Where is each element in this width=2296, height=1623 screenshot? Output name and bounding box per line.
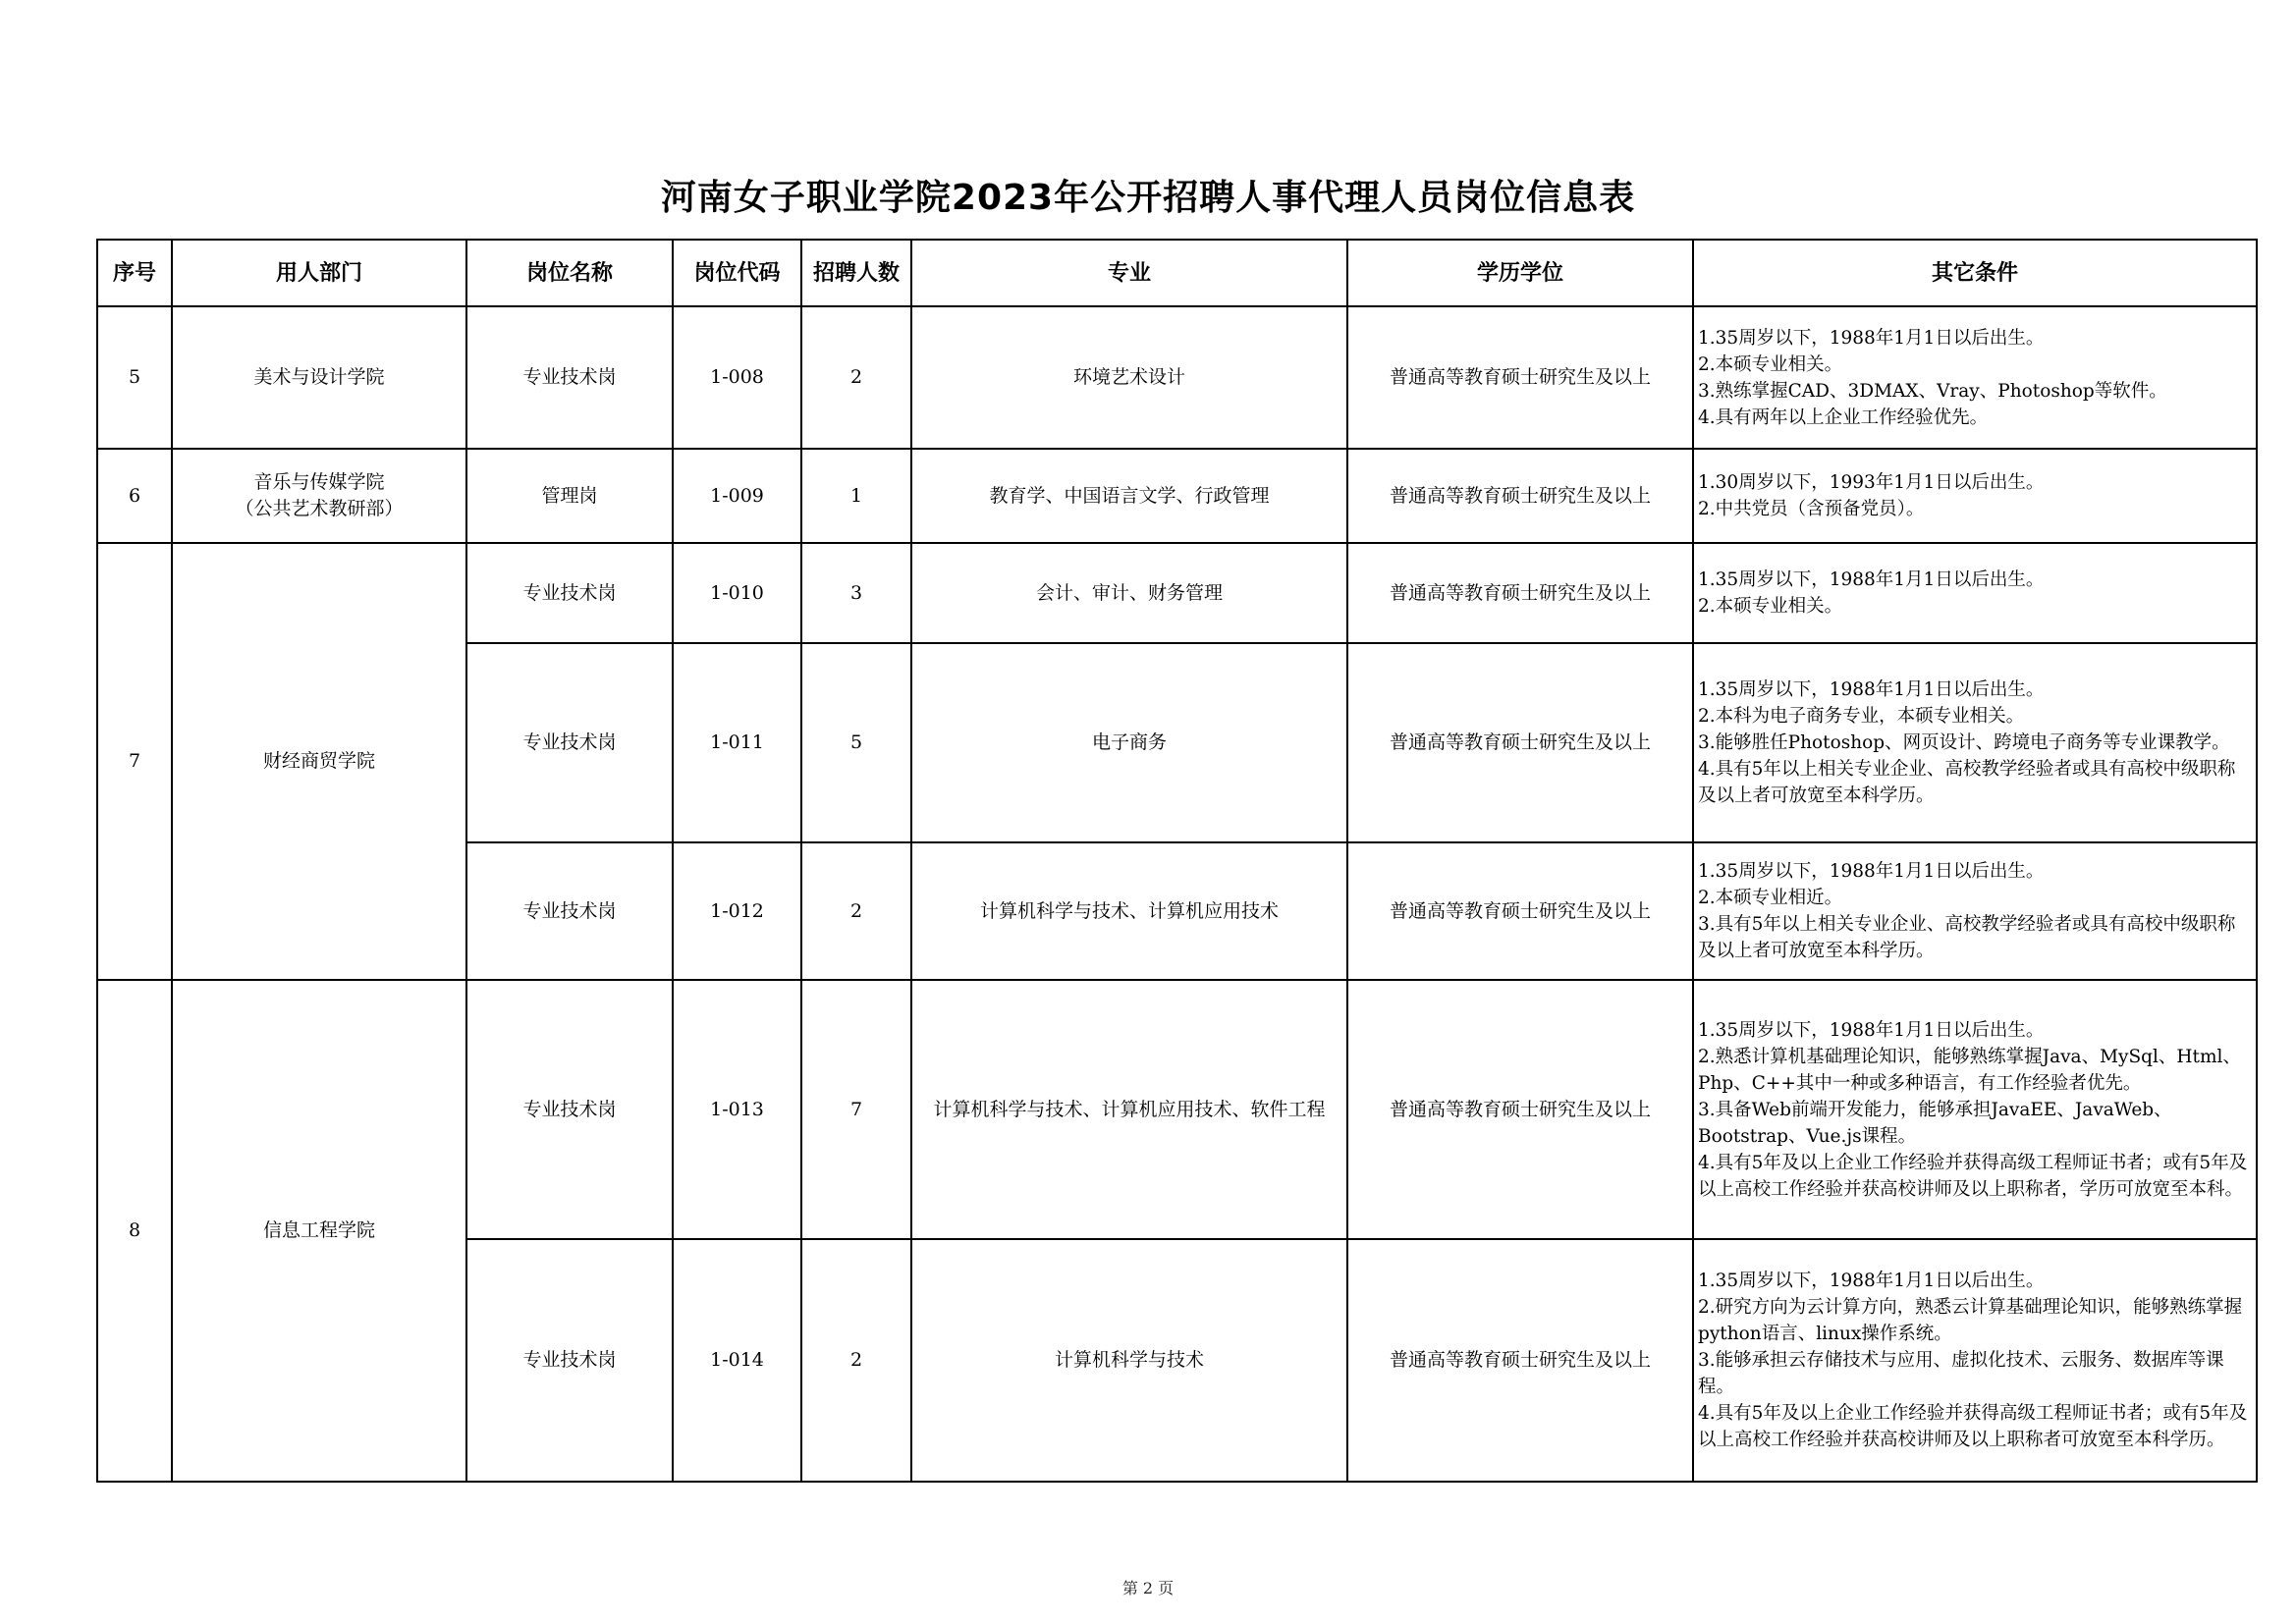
major-cell: 教育学、中国语言文学、行政管理 [911, 449, 1347, 543]
page-title: 河南女子职业学院2023年公开招聘人事代理人员岗位信息表 [660, 178, 1636, 218]
post-cell: 管理岗 [466, 449, 673, 543]
code-cell: 1-009 [673, 449, 801, 543]
page-number: 第 2 页 [1121, 1579, 1175, 1597]
major-cell: 电子商务 [911, 643, 1347, 842]
post-cell: 专业技术岗 [466, 980, 673, 1239]
edu-cell: 普通高等教育硕士研究生及以上 [1347, 643, 1693, 842]
positions-table [96, 239, 2258, 1483]
post-cell: 专业技术岗 [466, 643, 673, 842]
code-cell: 1-012 [673, 842, 801, 980]
code-cell: 1-010 [673, 543, 801, 643]
code-cell: 1-013 [673, 980, 801, 1239]
edu-cell: 普通高等教育硕士研究生及以上 [1347, 449, 1693, 543]
cond-cell: 1.30周岁以下，1993年1月1日以后出生。 2.中共党员（含预备党员）。 [1693, 449, 2257, 543]
header-post: 岗位名称 [466, 240, 673, 306]
cond-cell: 1.35周岁以下，1988年1月1日以后出生。 2.本硕专业相近。 3.具有5年以上相关专业企业、高校教学经验者或具有高校中级职称及以上者可放宽至本科学历。 [1693, 842, 2257, 980]
dept-cell: 美术与设计学院 [172, 306, 466, 449]
cond-cell: 1.35周岁以下，1988年1月1日以后出生。 2.本硕专业相关。 3.熟练掌握CAD、3DMAX、Vray、Photoshop等软件。 4.具有两年以上企业工作经验优先。 [1693, 306, 2257, 449]
code-cell: 1-008 [673, 306, 801, 449]
header-seq: 序号 [97, 240, 172, 306]
seq-cell: 7 [97, 543, 172, 980]
header-dept: 用人部门 [172, 240, 466, 306]
header-count: 招聘人数 [801, 240, 911, 306]
count-cell: 2 [801, 306, 911, 449]
count-cell: 2 [801, 1239, 911, 1482]
count-cell: 1 [801, 449, 911, 543]
count-cell: 7 [801, 980, 911, 1239]
post-cell: 专业技术岗 [466, 543, 673, 643]
post-cell: 专业技术岗 [466, 842, 673, 980]
code-cell: 1-011 [673, 643, 801, 842]
header-edu: 学历学位 [1347, 240, 1693, 306]
edu-cell: 普通高等教育硕士研究生及以上 [1347, 842, 1693, 980]
table-header-row [97, 240, 2257, 306]
edu-cell: 普通高等教育硕士研究生及以上 [1347, 980, 1693, 1239]
post-cell: 专业技术岗 [466, 306, 673, 449]
major-cell: 环境艺术设计 [911, 306, 1347, 449]
dept-cell: 信息工程学院 [172, 980, 466, 1482]
count-cell: 5 [801, 643, 911, 842]
count-cell: 2 [801, 842, 911, 980]
header-major: 专业 [911, 240, 1347, 306]
seq-cell: 8 [97, 980, 172, 1482]
cond-cell: 1.35周岁以下，1988年1月1日以后出生。 2.研究方向为云计算方向，熟悉云计算基础理论知识，能够熟练掌握python语言、linux操作系统。 3.能够承担云存储技术与应用、虚拟化技术、云服务、数据库等课程。 4.具有5年及以上企业工作经验并获得高级工程师证书者；或有5年及以上高校工作经验并获高校讲师及以上职称者可放宽至本科学历。 [1693, 1239, 2257, 1482]
edu-cell: 普通高等教育硕士研究生及以上 [1347, 1239, 1693, 1482]
major-cell: 计算机科学与技术、计算机应用技术、软件工程 [911, 980, 1347, 1239]
seq-cell: 6 [97, 449, 172, 543]
edu-cell: 普通高等教育硕士研究生及以上 [1347, 543, 1693, 643]
dept-cell: 音乐与传媒学院 （公共艺术教研部） [172, 449, 466, 543]
seq-cell: 5 [97, 306, 172, 449]
table-row [97, 306, 2257, 449]
header-code: 岗位代码 [673, 240, 801, 306]
dept-cell: 财经商贸学院 [172, 543, 466, 980]
cond-cell: 1.35周岁以下，1988年1月1日以后出生。 2.本科为电子商务专业，本硕专业相关。 3.能够胜任Photoshop、网页设计、跨境电子商务等专业课教学。 4.具有5年以上相关专业企业、高校教学经验者或具有高校中级职称及以上者可放宽至本科学历。 [1693, 643, 2257, 842]
major-cell: 计算机科学与技术、计算机应用技术 [911, 842, 1347, 980]
table-row [97, 980, 2257, 1239]
cond-cell: 1.35周岁以下，1988年1月1日以后出生。 2.本硕专业相关。 [1693, 543, 2257, 643]
table-row [97, 543, 2257, 643]
header-cond: 其它条件 [1693, 240, 2257, 306]
edu-cell: 普通高等教育硕士研究生及以上 [1347, 306, 1693, 449]
post-cell: 专业技术岗 [466, 1239, 673, 1482]
code-cell: 1-014 [673, 1239, 801, 1482]
cond-cell: 1.35周岁以下，1988年1月1日以后出生。 2.熟悉计算机基础理论知识，能够熟练掌握Java、MySql、Html、Php、C++其中一种或多种语言，有工作经验者优先。 3.具备Web前端开发能力，能够承担JavaEE、JavaWeb、Bootstrap、Vue.js课程。 4.具有5年及以上企业工作经验并获得高级工程师证书者；或有5年及以上高校工作经验并获高校讲师及以上职称者，学历可放宽至本科。 [1693, 980, 2257, 1239]
major-cell: 会计、审计、财务管理 [911, 543, 1347, 643]
count-cell: 3 [801, 543, 911, 643]
major-cell: 计算机科学与技术 [911, 1239, 1347, 1482]
table-row [97, 449, 2257, 543]
